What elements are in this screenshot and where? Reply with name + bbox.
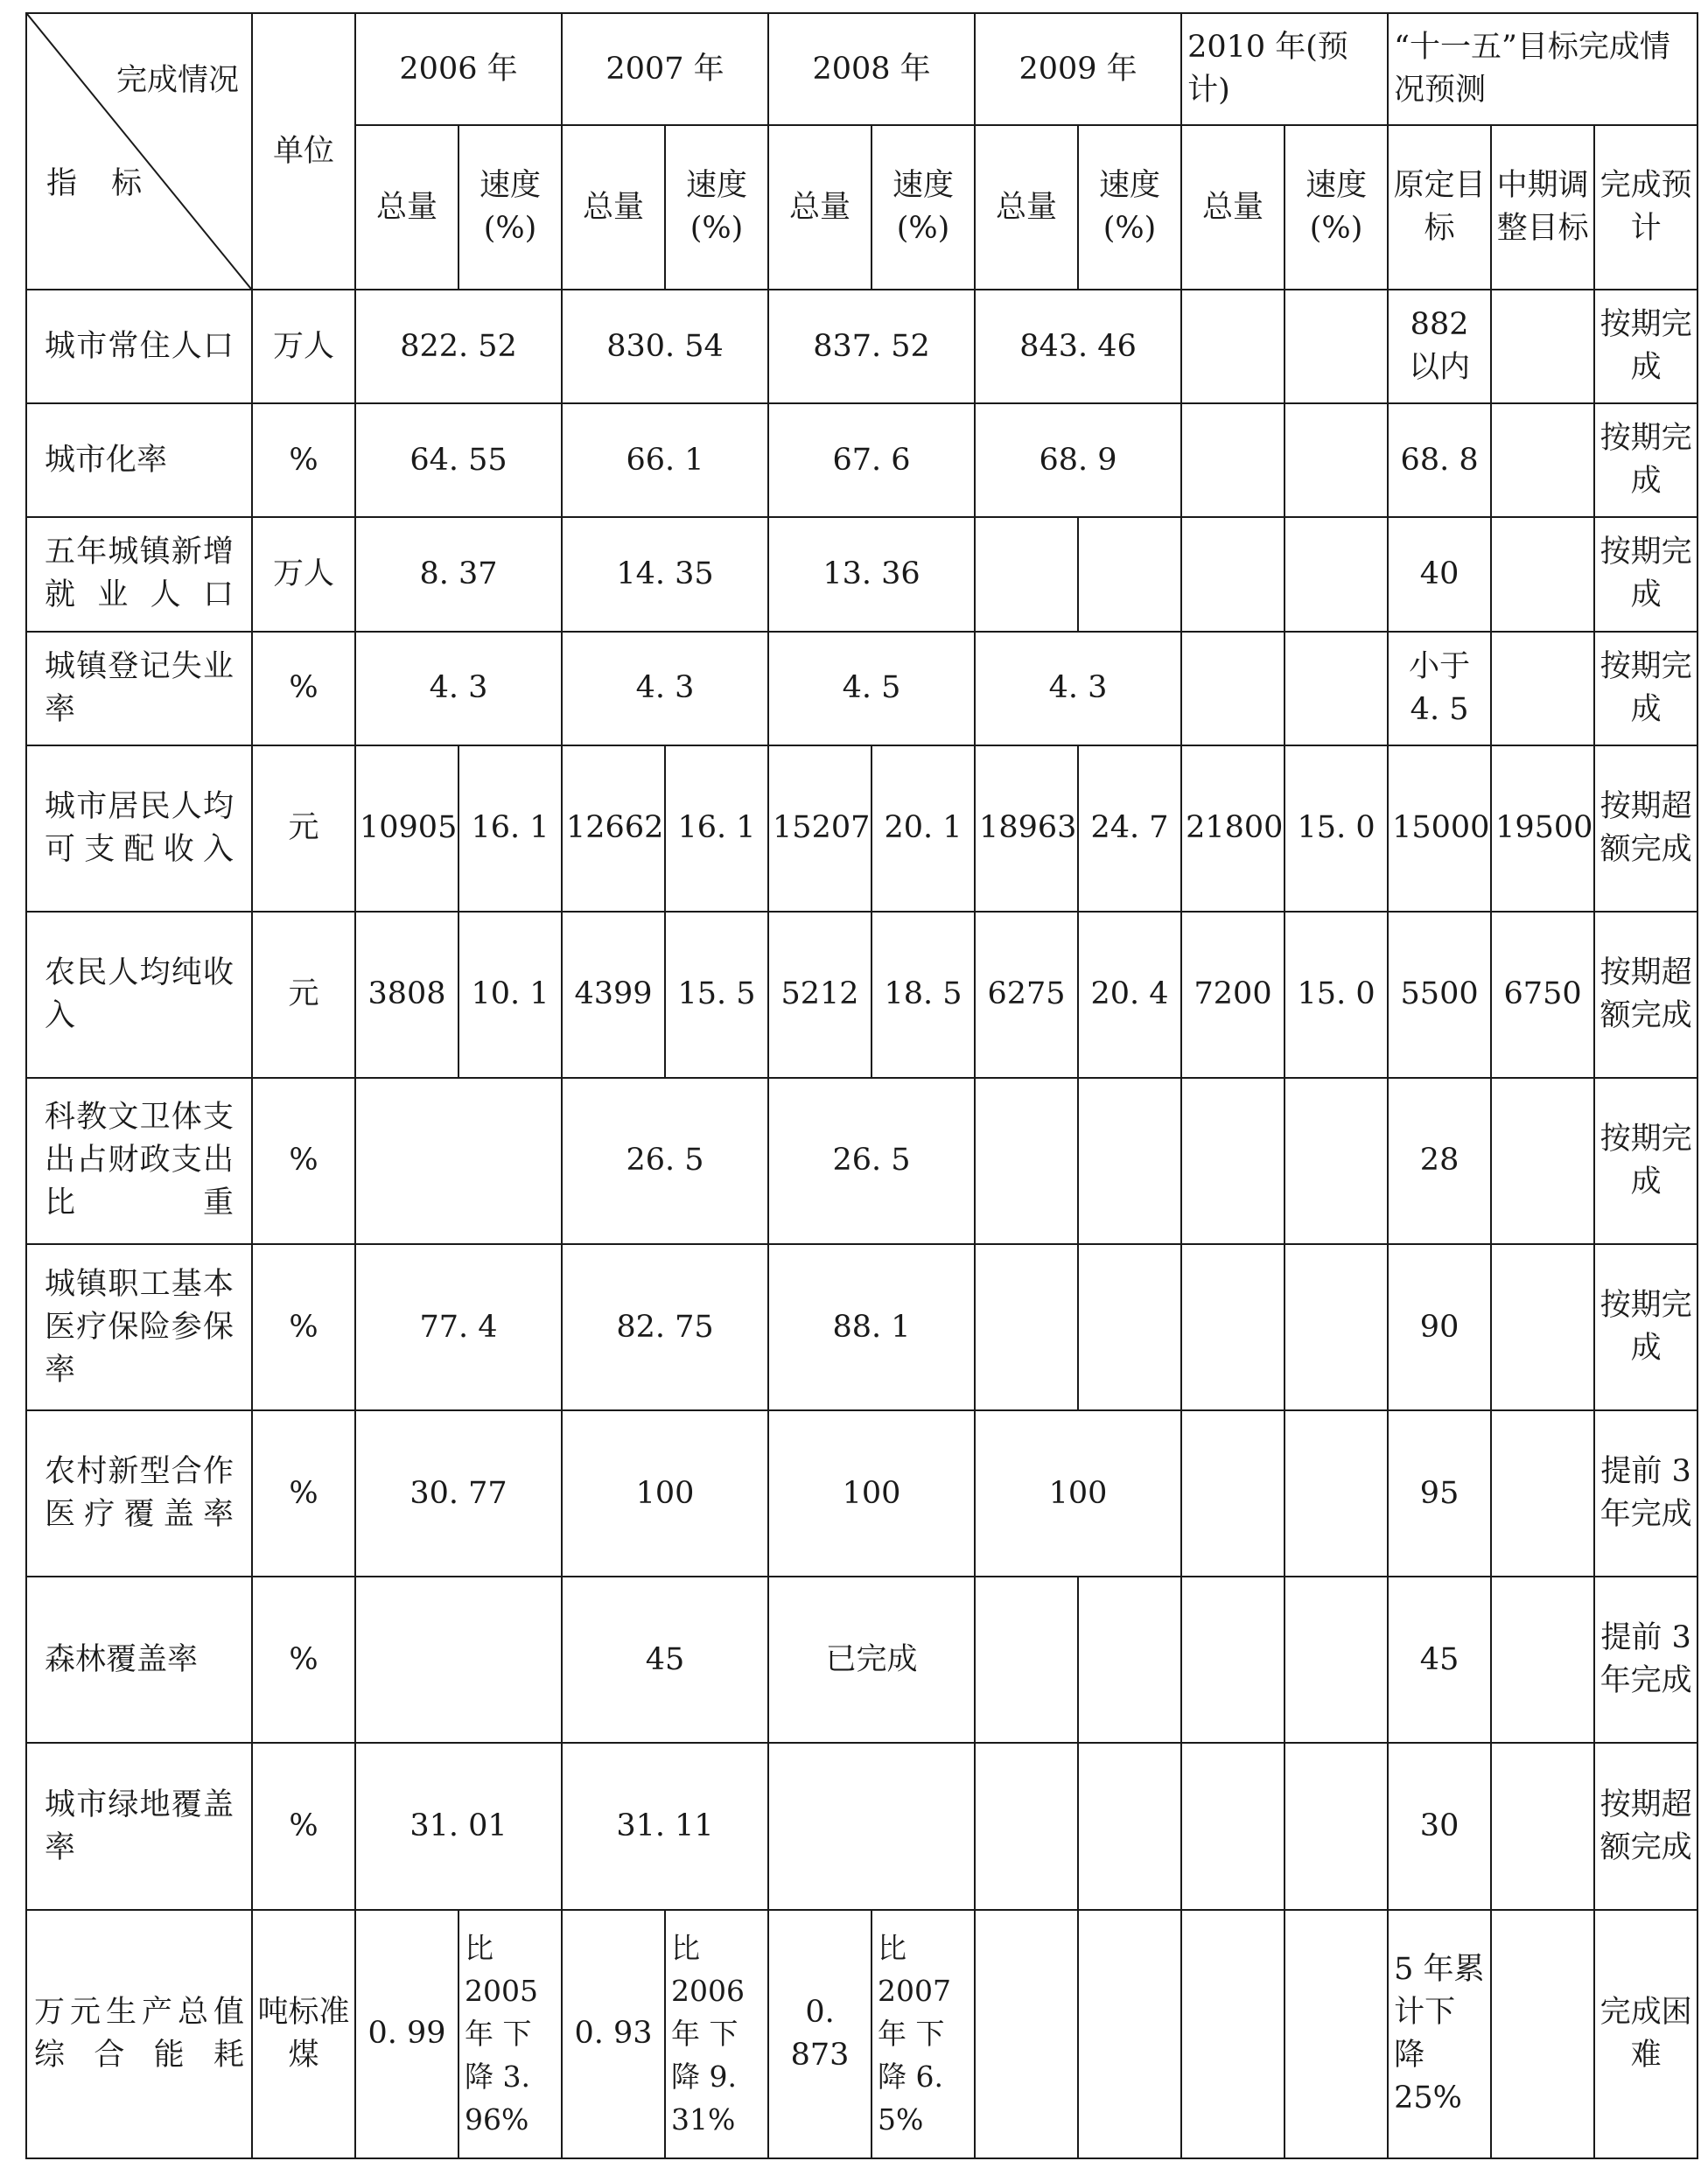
original-target: 30 <box>1388 1743 1491 1909</box>
unit-cell: 元 <box>252 745 355 912</box>
year-2008-header: 2008 年 <box>768 13 975 125</box>
year-2009-header: 2009 年 <box>975 13 1181 125</box>
speed-2009 <box>1078 1078 1181 1244</box>
speed-2009: 24. 7 <box>1078 745 1181 912</box>
indicator-name: 城市绿地覆盖率 <box>26 1743 252 1909</box>
value-2008: 26. 5 <box>768 1078 975 1244</box>
speed-2008: 比 2007 年 下 降 6. 5% <box>872 1910 975 2158</box>
speed-header: 速度(%) <box>665 125 768 290</box>
table-row <box>26 1410 1698 1577</box>
speed-header: 速度(%) <box>458 125 562 290</box>
value-2008: 4. 5 <box>768 632 975 745</box>
corner-header-cell <box>26 13 252 290</box>
value-2007: 4. 3 <box>562 632 768 745</box>
original-target: 882 以内 <box>1388 290 1491 403</box>
mid-term-target <box>1491 1410 1594 1577</box>
table-row <box>26 1910 1698 2158</box>
indicator-name: 五年城镇新增就业人口 <box>26 517 252 631</box>
unit-cell: % <box>252 1244 355 1410</box>
value-2008: 88. 1 <box>768 1244 975 1410</box>
value-2008: 100 <box>768 1410 975 1577</box>
total-2009 <box>975 1577 1078 1743</box>
speed-2010 <box>1284 1910 1388 2158</box>
speed-2006: 10. 1 <box>458 912 562 1078</box>
total-2009 <box>975 1078 1078 1244</box>
total-2010 <box>1181 290 1284 403</box>
total-2009: 18963 <box>975 745 1078 912</box>
speed-2007: 16. 1 <box>665 745 768 912</box>
mid-term-target-header: 中期调整目标 <box>1491 125 1594 290</box>
value-2007: 26. 5 <box>562 1078 768 1244</box>
total-header: 总量 <box>1181 125 1284 290</box>
value-2007: 830. 54 <box>562 290 768 403</box>
unit-cell: 吨标准煤 <box>252 1910 355 2158</box>
value-2008: 13. 36 <box>768 517 975 631</box>
speed-2009 <box>1078 1910 1181 2158</box>
value-2006: 822. 52 <box>355 290 562 403</box>
data-table-container <box>25 12 1697 2159</box>
table-row <box>26 517 1698 631</box>
completion-status: 按期超额完成 <box>1594 1743 1698 1909</box>
expected-completion-header: 完成预计 <box>1594 125 1698 290</box>
value-2006: 77. 4 <box>355 1244 562 1410</box>
speed-2010 <box>1284 632 1388 745</box>
unit-cell: 万人 <box>252 290 355 403</box>
completion-status: 按期完成 <box>1594 1244 1698 1410</box>
speed-2009 <box>1078 1577 1181 1743</box>
year-2006-header: 2006 年 <box>355 13 562 125</box>
unit-cell: % <box>252 1577 355 1743</box>
year-2010-header: 2010 年(预计) <box>1181 13 1388 125</box>
table-row <box>26 290 1698 403</box>
corner-label-indicator: 指 标 <box>46 166 155 201</box>
total-2010: 7200 <box>1181 912 1284 1078</box>
total-2010: 21800 <box>1181 745 1284 912</box>
total-2010 <box>1181 1244 1284 1410</box>
completion-status: 按期完成 <box>1594 403 1698 517</box>
speed-2010 <box>1284 1078 1388 1244</box>
indicator-name: 城镇登记失业率 <box>26 632 252 745</box>
table-row <box>26 1078 1698 1244</box>
mid-term-target: 6750 <box>1491 912 1594 1078</box>
mid-term-target <box>1491 1244 1594 1410</box>
completion-status: 按期完成 <box>1594 632 1698 745</box>
completion-status: 按期超额完成 <box>1594 912 1698 1078</box>
value-2009: 100 <box>975 1410 1181 1577</box>
total-2007: 0. 93 <box>562 1910 665 2158</box>
total-2009: 6275 <box>975 912 1078 1078</box>
original-target: 45 <box>1388 1577 1491 1743</box>
speed-2006: 比 2005 年 下 降 3. 96% <box>458 1910 562 2158</box>
table-row <box>26 1244 1698 1410</box>
total-2008: 15207 <box>768 745 872 912</box>
total-2010 <box>1181 1910 1284 2158</box>
indicator-name: 城镇职工基本医疗保险参保率 <box>26 1244 252 1410</box>
total-2006: 10905 <box>355 745 458 912</box>
completion-status: 提前 3 年完成 <box>1594 1577 1698 1743</box>
total-2007: 4399 <box>562 912 665 1078</box>
value-2006 <box>355 1577 562 1743</box>
speed-2010 <box>1284 517 1388 631</box>
value-2008: 已完成 <box>768 1577 975 1743</box>
speed-2010 <box>1284 1577 1388 1743</box>
value-2008: 67. 6 <box>768 403 975 517</box>
total-2009 <box>975 517 1078 631</box>
total-2008: 5212 <box>768 912 872 1078</box>
total-2009 <box>975 1743 1078 1909</box>
original-target: 15000 <box>1388 745 1491 912</box>
indicator-name: 万元生产总值综合能耗 <box>26 1910 252 2158</box>
value-2007: 82. 75 <box>562 1244 768 1410</box>
mid-term-target <box>1491 1577 1594 1743</box>
completion-status: 按期完成 <box>1594 1078 1698 1244</box>
total-2006: 0. 99 <box>355 1910 458 2158</box>
total-2009 <box>975 1910 1078 2158</box>
speed-2010 <box>1284 1743 1388 1909</box>
completion-status: 提前 3 年完成 <box>1594 1410 1698 1577</box>
speed-2009: 20. 4 <box>1078 912 1181 1078</box>
speed-2009 <box>1078 1244 1181 1410</box>
value-2007: 66. 1 <box>562 403 768 517</box>
total-2006: 3808 <box>355 912 458 1078</box>
speed-2010: 15. 0 <box>1284 912 1388 1078</box>
speed-2010 <box>1284 403 1388 517</box>
target-group-header: “十一五”目标完成情况预测 <box>1388 13 1698 125</box>
indicator-name: 农村新型合作医疗覆盖率 <box>26 1410 252 1577</box>
total-2010 <box>1181 1743 1284 1909</box>
speed-header: 速度(%) <box>872 125 975 290</box>
value-2006: 30. 77 <box>355 1410 562 1577</box>
value-2007: 14. 35 <box>562 517 768 631</box>
indicator-name: 森林覆盖率 <box>26 1577 252 1743</box>
speed-header: 速度(%) <box>1284 125 1388 290</box>
value-2006: 8. 37 <box>355 517 562 631</box>
mid-term-target <box>1491 1743 1594 1909</box>
value-2006: 64. 55 <box>355 403 562 517</box>
year-2007-header: 2007 年 <box>562 13 768 125</box>
total-2008: 0. 873 <box>768 1910 872 2158</box>
total-header: 总量 <box>768 125 872 290</box>
original-target: 小于 4. 5 <box>1388 632 1491 745</box>
speed-2010: 15. 0 <box>1284 745 1388 912</box>
value-2009: 843. 46 <box>975 290 1181 403</box>
original-target: 28 <box>1388 1078 1491 1244</box>
completion-status: 按期超额完成 <box>1594 745 1698 912</box>
unit-cell: % <box>252 403 355 517</box>
original-target: 5500 <box>1388 912 1491 1078</box>
total-header: 总量 <box>562 125 665 290</box>
total-2010 <box>1181 1410 1284 1577</box>
speed-2006: 16. 1 <box>458 745 562 912</box>
speed-2008: 20. 1 <box>872 745 975 912</box>
table-row <box>26 1577 1698 1743</box>
unit-header: 单位 <box>252 13 355 290</box>
total-header: 总量 <box>975 125 1078 290</box>
indicator-name: 农民人均纯收入 <box>26 912 252 1078</box>
total-2010 <box>1181 1078 1284 1244</box>
total-2010 <box>1181 1577 1284 1743</box>
speed-2009 <box>1078 517 1181 631</box>
speed-2007: 15. 5 <box>665 912 768 1078</box>
table-row <box>26 632 1698 745</box>
original-target: 90 <box>1388 1244 1491 1410</box>
total-2010 <box>1181 632 1284 745</box>
completion-status: 按期完成 <box>1594 290 1698 403</box>
value-2006 <box>355 1078 562 1244</box>
value-2007: 45 <box>562 1577 768 1743</box>
value-2009: 68. 9 <box>975 403 1181 517</box>
diagonal-line <box>27 14 251 289</box>
header-row-years <box>26 13 1698 125</box>
table-row <box>26 403 1698 517</box>
total-2010 <box>1181 517 1284 631</box>
original-target: 68. 8 <box>1388 403 1491 517</box>
speed-header: 速度(%) <box>1078 125 1181 290</box>
speed-2008: 18. 5 <box>872 912 975 1078</box>
unit-cell: % <box>252 1410 355 1577</box>
table-row <box>26 745 1698 912</box>
value-2007: 31. 11 <box>562 1743 768 1909</box>
indicator-name: 城市居民人均可支配收入 <box>26 745 252 912</box>
table-row <box>26 1743 1698 1909</box>
mid-term-target <box>1491 290 1594 403</box>
speed-2010 <box>1284 1410 1388 1577</box>
original-target: 5 年累计下降 25% <box>1388 1910 1491 2158</box>
mid-term-target <box>1491 1910 1594 2158</box>
speed-2009 <box>1078 1743 1181 1909</box>
total-2007: 12662 <box>562 745 665 912</box>
value-2008 <box>768 1743 975 1909</box>
unit-cell: % <box>252 1743 355 1909</box>
speed-2010 <box>1284 1244 1388 1410</box>
completion-status: 完成困难 <box>1594 1910 1698 2158</box>
table-row <box>26 912 1698 1078</box>
original-target-header: 原定目标 <box>1388 125 1491 290</box>
original-target: 40 <box>1388 517 1491 631</box>
unit-cell: % <box>252 1078 355 1244</box>
mid-term-target <box>1491 517 1594 631</box>
mid-term-target <box>1491 632 1594 745</box>
value-2006: 31. 01 <box>355 1743 562 1909</box>
completion-status: 按期完成 <box>1594 517 1698 631</box>
mid-term-target <box>1491 1078 1594 1244</box>
total-2010 <box>1181 403 1284 517</box>
value-2008: 837. 52 <box>768 290 975 403</box>
unit-cell: 元 <box>252 912 355 1078</box>
unit-cell: 万人 <box>252 517 355 631</box>
target-completion-table <box>25 12 1698 2159</box>
speed-2007: 比 2006 年 下 降 9. 31% <box>665 1910 768 2158</box>
total-header: 总量 <box>355 125 458 290</box>
original-target: 95 <box>1388 1410 1491 1577</box>
value-2009: 4. 3 <box>975 632 1181 745</box>
value-2006: 4. 3 <box>355 632 562 745</box>
indicator-name: 城市常住人口 <box>26 290 252 403</box>
total-2009 <box>975 1244 1078 1410</box>
unit-cell: % <box>252 632 355 745</box>
indicator-name: 科教文卫体支出占财政支出比重 <box>26 1078 252 1244</box>
mid-term-target: 19500 <box>1491 745 1594 912</box>
speed-2010 <box>1284 290 1388 403</box>
indicator-name: 城市化率 <box>26 403 252 517</box>
corner-label-status: 完成情况 <box>116 63 239 98</box>
value-2007: 100 <box>562 1410 768 1577</box>
mid-term-target <box>1491 403 1594 517</box>
